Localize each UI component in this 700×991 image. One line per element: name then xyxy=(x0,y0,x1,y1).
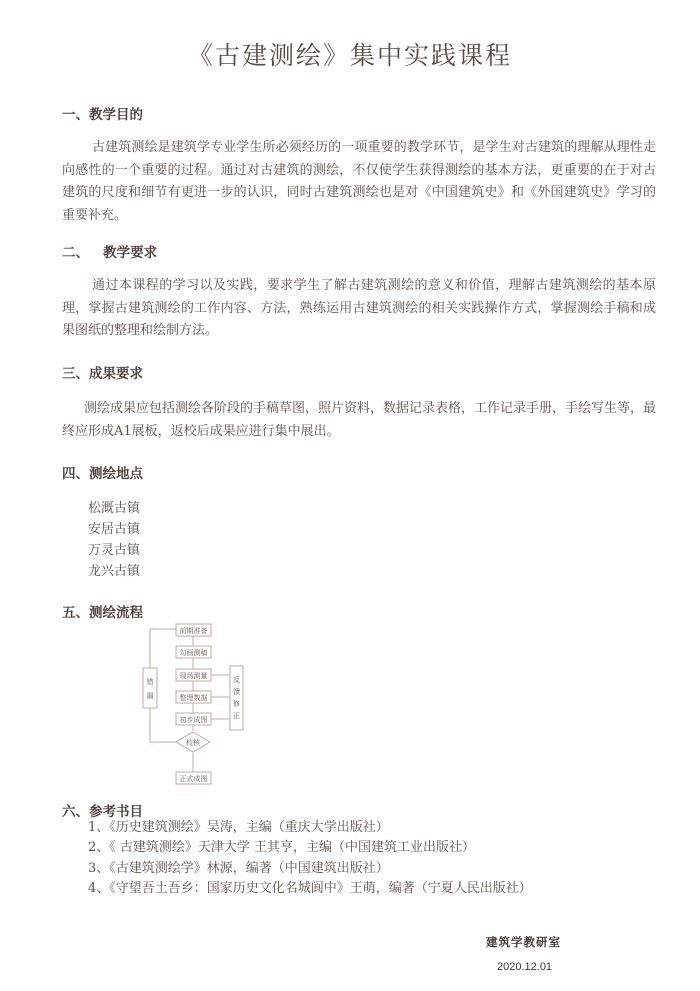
flow-check-label: 校核 xyxy=(186,739,200,747)
location-item: 松溉古镇 xyxy=(88,501,141,516)
flow-feedback-label: 馈 xyxy=(233,688,240,696)
reference-item: 1、《历史建筑测绘》吴涛，主编（重庆大学出版社） xyxy=(88,820,389,835)
flow-step-label: 初步成图 xyxy=(179,716,208,724)
flow-step-label: 勾画测稿 xyxy=(179,649,208,657)
reference-item: 2、《 古建筑测绘》天津大学 王其亨，主编（中国建筑工业出版社） xyxy=(88,840,476,856)
flow-feedback-label: 正 xyxy=(233,712,240,720)
flow-feedback-label: 修 xyxy=(233,700,240,708)
reference-item: 4、《守望吾土吾乡：国家历史文化名城阆中》王萌，编著（宁夏人民出版社） xyxy=(88,880,532,896)
location-list xyxy=(88,498,140,582)
location-item: 安居古镇 xyxy=(88,522,141,537)
flow-error-label: 错 xyxy=(146,678,154,686)
flow-final-label: 正式成图 xyxy=(179,775,208,783)
section-2-heading: 二、 教学要求 xyxy=(62,245,158,261)
signature-department: 建筑学教研室 xyxy=(486,935,561,949)
section-3-heading: 三、成果要求 xyxy=(62,366,143,382)
flow-error-label: 漏 xyxy=(146,692,154,700)
signature-date: 2020.12.01 xyxy=(497,961,553,973)
flow-feedback-label: 反 xyxy=(233,676,240,684)
section-5-heading: 五、测绘流程 xyxy=(62,605,143,621)
reference-list xyxy=(88,818,532,899)
flow-step-label: 现场测量 xyxy=(179,672,208,680)
location-item: 龙兴古镇 xyxy=(88,564,141,579)
section-2-text: 通过本课程的学习以及实践，要求学生了解古建筑测绘的意义和价值，理解古建筑测绘的基本原理，掌握古建筑测绘的工作内容、方法，熟练运用古建筑测绘的相关实践操作方式，掌握测绘手稿和成果图纸的整理和绘制方法。 xyxy=(62,278,656,338)
reference-item: 3、《古建筑测绘学》林源，编著（中国建筑出版社） xyxy=(88,860,389,876)
flow-step-label: 前期准备 xyxy=(179,627,208,635)
section-1-text: 古建筑测绘是建筑学专业学生所必须经历的一项重要的教学环节，是学生对古建筑的理解从理性走向感性的一个重要的过程。通过对古建筑的测绘，不仅使学生获得测绘的基本方法，更重要的在于对古建筑的尺度和细节有更进一步的认识，同时古建筑测绘也是对《中国建筑史》和《外国建筑史》学习的重要补充。 xyxy=(62,140,656,223)
flow-step-label: 整理数据 xyxy=(179,694,208,702)
survey-flowchart xyxy=(130,620,260,790)
location-item: 万灵古镇 xyxy=(88,543,141,558)
document-title: 《古建测绘》集中实践课程 xyxy=(187,41,512,70)
section-4-heading: 四、测绘地点 xyxy=(62,466,143,482)
flow-error-box xyxy=(143,668,157,708)
section-3-text: 测绘成果应包括测绘各阶段的手稿草图，照片资料，数据记录表格，工作记录手册，手绘写生等，最终应形成A1展板，返校后成果应进行集中展出。 xyxy=(62,401,657,439)
section-6-heading: 六、参考书目 xyxy=(62,804,143,820)
section-1-heading: 一、教学目的 xyxy=(62,107,143,123)
